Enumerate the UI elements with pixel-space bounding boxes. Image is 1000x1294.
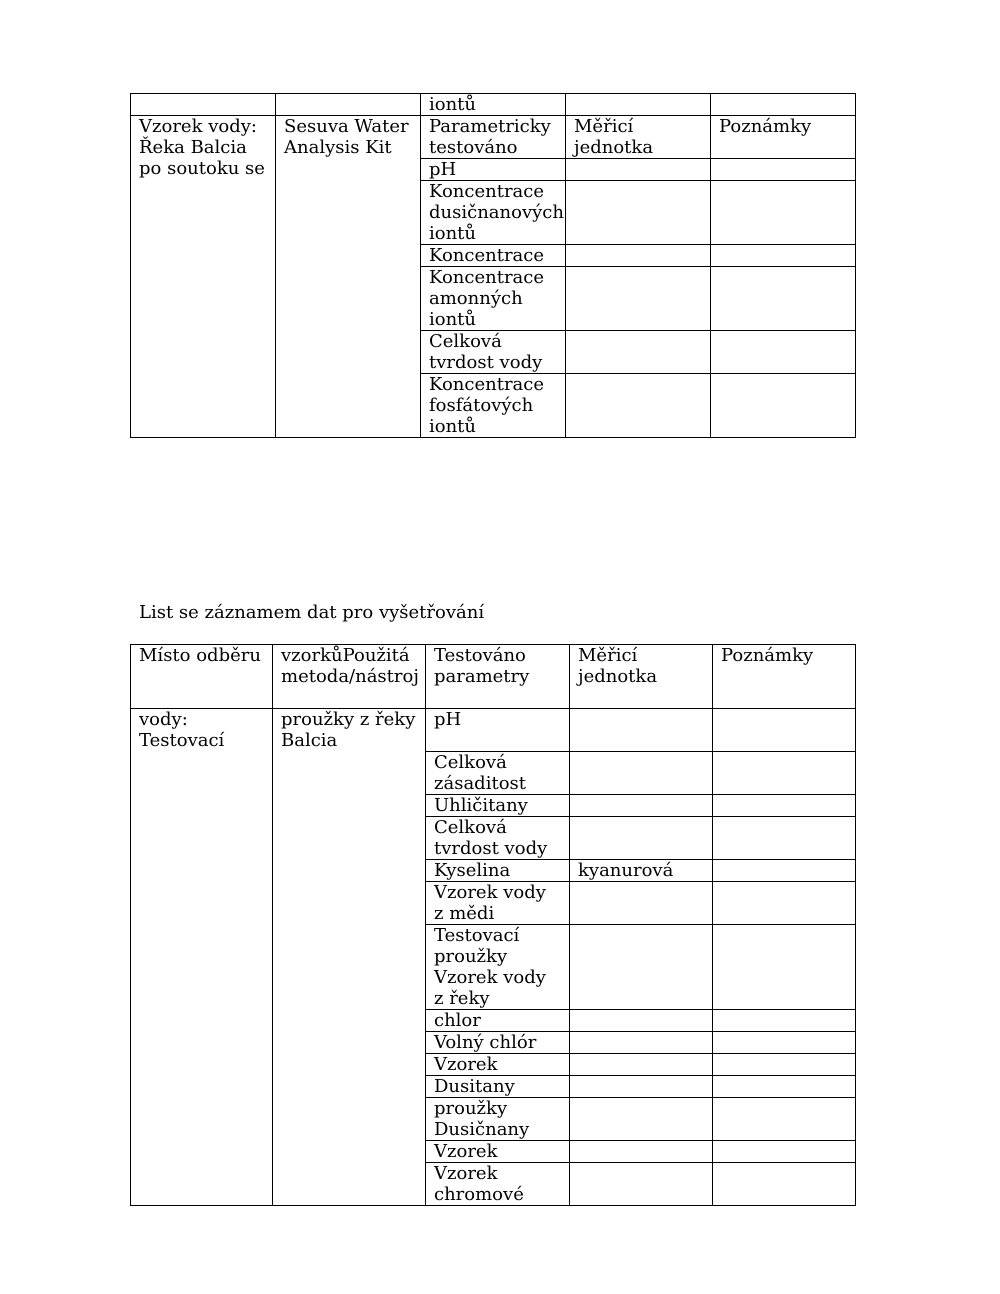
notes-cell [713,795,856,817]
unit-cell [566,159,711,181]
measurement-table-continued [130,93,856,438]
param-cell: Dusitany [426,1076,570,1098]
unit-cell [570,1010,713,1032]
method-cell: Sesuva Water Analysis Kit [276,116,421,438]
param-cell: Celková zásaditost [426,752,570,795]
unit-cell [570,1141,713,1163]
method-cell: proužky z řeky Balcia [273,709,426,1206]
param-cell: proužky Dusičnany [426,1098,570,1141]
unit-cell [566,374,711,438]
notes-header-cell: Poznámky [711,116,856,159]
notes-cell [711,159,856,181]
unit-cell [570,1032,713,1054]
notes-cell [713,1054,856,1076]
table-cell [566,94,711,116]
param-cell: Kyselina [426,860,570,882]
unit-header-cell: Měřicí jednotka [570,645,713,709]
notes-cell [711,245,856,267]
notes-cell [713,1076,856,1098]
method-header-cell: vzorkůPoužitá metoda/nástroj [273,645,426,709]
investigation-data-table [130,644,856,1206]
table-header-row [131,645,856,709]
notes-cell [713,1098,856,1141]
unit-cell: kyanurová [570,860,713,882]
unit-header-cell: Měřicí jednotka [566,116,711,159]
sample-site-cell: vody: Testovací [131,709,273,1206]
notes-cell [711,374,856,438]
notes-cell [713,925,856,1010]
notes-cell [713,817,856,860]
notes-cell [711,181,856,245]
notes-cell [713,882,856,925]
unit-cell [570,752,713,795]
unit-cell [570,709,713,752]
sample-description-cell: Vzorek vody: Řeka Balcia po soutoku se [131,116,276,438]
section-title: List se záznamem dat pro vyšetřování [139,602,485,623]
table-cell [276,94,421,116]
param-header-cell: Parametricky testováno [421,116,566,159]
unit-cell [570,925,713,1010]
table-header-row [131,116,856,159]
param-cell: Vzorek chromové [426,1163,570,1206]
unit-cell [566,331,711,374]
notes-header-cell: Poznámky [713,645,856,709]
table-row [131,709,856,752]
unit-cell [570,1054,713,1076]
param-cell: Celková tvrdost vody [421,331,566,374]
param-cell: Koncentrace fosfátových iontů [421,374,566,438]
param-cell: Koncentrace [421,245,566,267]
table-cell: iontů [421,94,566,116]
param-cell: Koncentrace amonných iontů [421,267,566,331]
table-row [131,94,856,116]
notes-cell [713,1010,856,1032]
param-cell: pH [421,159,566,181]
unit-cell [566,181,711,245]
param-cell: Uhličitany [426,795,570,817]
unit-cell [566,267,711,331]
param-cell: Vzorek [426,1054,570,1076]
param-cell: Celková tvrdost vody [426,817,570,860]
table-cell [131,94,276,116]
param-cell: pH [426,709,570,752]
notes-cell [713,709,856,752]
param-cell: chlor [426,1010,570,1032]
param-cell: Testovací proužky Vzorek vody z řeky [426,925,570,1010]
site-header-cell: Místo odběru [131,645,273,709]
param-cell: Vzorek vody z mědi [426,882,570,925]
notes-cell [713,752,856,795]
unit-cell [570,795,713,817]
notes-cell [711,267,856,331]
unit-cell [570,882,713,925]
notes-cell [711,331,856,374]
notes-cell [713,1032,856,1054]
unit-cell [566,245,711,267]
table-cell [711,94,856,116]
notes-cell [713,1163,856,1206]
unit-cell [570,1076,713,1098]
param-cell: Volný chlór [426,1032,570,1054]
unit-cell [570,817,713,860]
param-cell: Vzorek [426,1141,570,1163]
unit-cell [570,1098,713,1141]
notes-cell [713,1141,856,1163]
unit-cell [570,1163,713,1206]
param-header-cell: Testováno parametry [426,645,570,709]
notes-cell [713,860,856,882]
param-cell: Koncentrace dusičnanových iontů [421,181,566,245]
